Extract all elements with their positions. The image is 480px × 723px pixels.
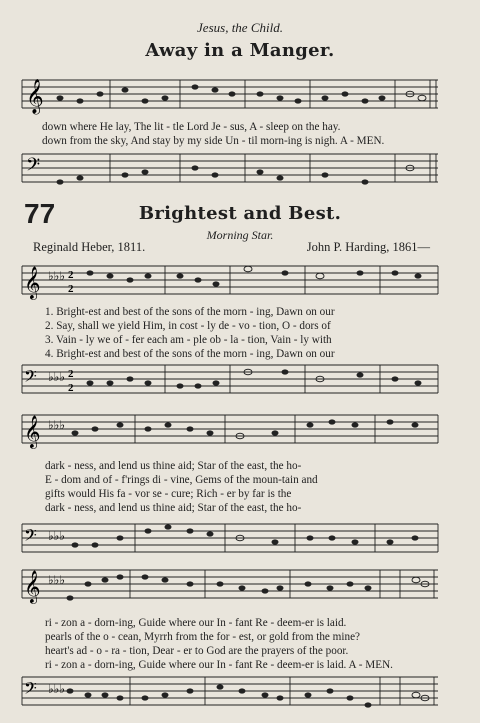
svg-text:2: 2 xyxy=(68,368,74,380)
svg-text:♭♭♭: ♭♭♭ xyxy=(48,529,65,543)
hymn1-verse-2: down from the sky, And stay by my side Un - til morn-ing is nigh. A - MEN. xyxy=(42,135,385,147)
svg-text:♭♭♭: ♭♭♭ xyxy=(48,418,65,432)
system3-treble-staff xyxy=(20,568,440,602)
svg-text:𝄢: 𝄢 xyxy=(24,527,37,549)
svg-text:2: 2 xyxy=(68,269,74,281)
system1-treble-staff xyxy=(20,264,440,298)
svg-text:2: 2 xyxy=(68,382,74,394)
system2-verse-1: dark - ness, and lend us thine aid; Star of the east, the ho- xyxy=(45,460,302,472)
system3-verse-1: ri - zon a - dorn-ing, Guide where our In - fant Re - deem-er is laid. xyxy=(45,617,347,629)
hymn1-bass-staff xyxy=(20,152,440,186)
svg-text:𝄞: 𝄞 xyxy=(24,417,41,448)
system1-verse-4: 4. Bright-est and best of the sons of the morn - ing, Dawn on our xyxy=(45,348,335,360)
svg-text:𝄞: 𝄞 xyxy=(24,268,41,299)
hymn-number: 77 xyxy=(24,198,56,229)
system2-bass-staff xyxy=(20,522,440,556)
section-title: Jesus, the Child. xyxy=(197,20,283,35)
system2-verse-4: dark - ness, and lend us thine aid; Star of the east, the ho- xyxy=(45,502,302,514)
hymn1-treble-staff xyxy=(20,78,440,112)
system3-bass-staff xyxy=(20,675,440,709)
treble-clef-icon: 𝄞 xyxy=(26,80,44,113)
tune-name: Morning Star. xyxy=(206,228,274,242)
system2-verse-3: gifts would His fa - vor se - cure; Rich - er by far is the xyxy=(45,488,292,500)
hymn1-verse-1: down where He lay, The lit - tle Lord Je - sus, A - sleep on the hay. xyxy=(42,121,341,133)
svg-text:♭♭♭: ♭♭♭ xyxy=(48,370,65,384)
system3-verse-4: ri - zon a - dorn-ing, Guide where our In - fant Re - deem-er is laid. A - MEN. xyxy=(45,659,393,671)
svg-text:𝄢: 𝄢 xyxy=(24,368,37,390)
system3-verse-2: pearls of the o - cean, Myrrh from the for - est, or gold from the mine? xyxy=(45,631,361,643)
system1-verse-3: 3. Vain - ly we of - fer each am - ple ob - la - tion, Vain - ly with xyxy=(45,334,332,346)
system1-verse-1: 1. Bright-est and best of the sons of the morn - ing, Dawn on our xyxy=(45,306,335,318)
system2-verse-2: E - dom and of - f'rings di - vine, Gems of the moun-tain and xyxy=(45,474,318,486)
system3-verse-3: heart's ad - o - ra - tion, Dear - er to God are the prayers of the poor. xyxy=(45,645,349,657)
svg-text:♭♭♭: ♭♭♭ xyxy=(48,682,65,696)
system1-bass-staff xyxy=(20,363,440,397)
hymn1-title: Away in a Manger. xyxy=(145,40,335,61)
system2-treble-staff xyxy=(20,413,440,447)
system1-verse-2: 2. Say, shall we yield Him, in cost - ly de - vo - tion, O - dors of xyxy=(45,320,331,332)
svg-text:♭♭♭: ♭♭♭ xyxy=(48,269,65,283)
svg-text:𝄢: 𝄢 xyxy=(24,680,37,702)
svg-text:𝄞: 𝄞 xyxy=(24,572,41,603)
svg-text:♭♭♭: ♭♭♭ xyxy=(48,573,65,587)
bass-clef-icon: 𝄢 xyxy=(26,154,41,179)
composer: John P. Harding, 1861— xyxy=(306,240,430,254)
hymn2-title: Brightest and Best. xyxy=(138,203,342,224)
svg-text:2: 2 xyxy=(68,283,74,295)
author: Reginald Heber, 1811. xyxy=(33,240,146,254)
